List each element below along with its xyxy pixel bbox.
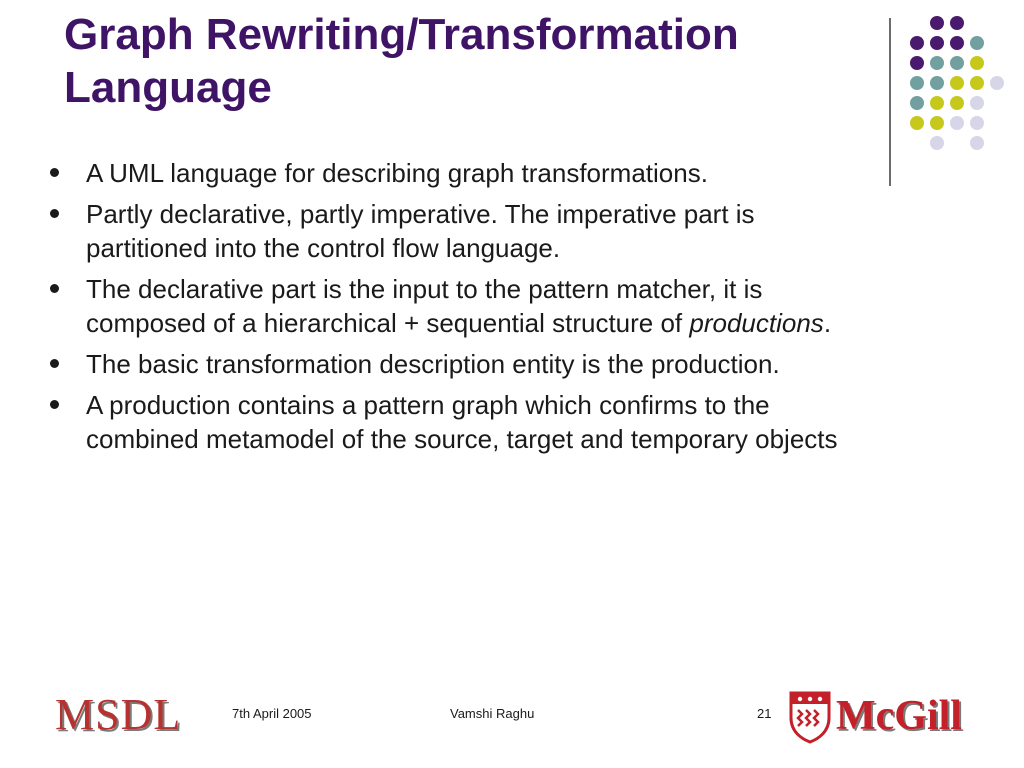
- bullet-item: [50, 347, 870, 381]
- footer-author: Vamshi Raghu: [450, 706, 535, 721]
- footer-date: 7th April 2005: [232, 706, 312, 721]
- decor-dot: [970, 76, 984, 90]
- decor-dot: [910, 96, 924, 110]
- decor-dot: [930, 56, 944, 70]
- mcgill-crest-icon: [788, 690, 832, 744]
- decor-dot: [950, 76, 964, 90]
- slide-title-line-2: Language: [64, 63, 272, 112]
- bullet-text: Partly declarative, partly imperative. The imperative part is partitioned into the control flow language.: [86, 199, 755, 263]
- slide-title-line-1: Graph Rewriting/Transformation: [64, 10, 739, 59]
- decor-dot: [910, 76, 924, 90]
- decor-dot: [930, 36, 944, 50]
- bullet-item: [50, 272, 870, 340]
- decor-dot: [970, 56, 984, 70]
- bullet-marker: [50, 209, 59, 218]
- decor-dot: [970, 116, 984, 130]
- bullet-marker: [50, 359, 59, 368]
- slide-title: [64, 8, 864, 114]
- bullet-marker: [50, 400, 59, 409]
- msdl-logo: MSDL: [55, 690, 182, 739]
- decor-dot: [930, 76, 944, 90]
- bullet-text: A UML language for describing graph transformations.: [86, 158, 708, 188]
- bullet-text: The basic transformation description entity is the production.: [86, 349, 780, 379]
- bullet-item: [50, 156, 870, 190]
- mcgill-wordmark: McGill: [836, 693, 962, 739]
- decor-dot: [930, 96, 944, 110]
- bullet-marker: [50, 284, 59, 293]
- decor-dot: [930, 16, 944, 30]
- decor-dot: [970, 36, 984, 50]
- bullet-text: A production contains a pattern graph which confirms to the combined metamodel of the source, target and temporary objects: [86, 390, 838, 454]
- bullet-item: [50, 388, 870, 456]
- decor-dot: [950, 56, 964, 70]
- bullet-text-tail: .: [823, 308, 832, 338]
- decor-dot: [910, 36, 924, 50]
- decor-dot: [930, 116, 944, 130]
- decor-dot: [950, 96, 964, 110]
- bullet-text: The declarative part is the input to the pattern matcher, it is composed of a hierarchical + sequential structure of: [86, 274, 763, 338]
- decor-dot: [990, 76, 1004, 90]
- footer-page-number: 21: [757, 706, 772, 721]
- decor-dot: [950, 16, 964, 30]
- decor-dot: [970, 96, 984, 110]
- bullet-marker: [50, 168, 59, 177]
- decor-dot: [930, 136, 944, 150]
- mcgill-logo: [786, 688, 996, 744]
- decor-dot: [910, 56, 924, 70]
- decor-dot: [910, 116, 924, 130]
- decor-dot: [950, 116, 964, 130]
- decor-dot: [970, 136, 984, 150]
- decor-dot: [950, 36, 964, 50]
- bullet-list: [50, 156, 870, 463]
- decorative-divider: [889, 18, 891, 186]
- bullet-emphasis: productions: [689, 308, 824, 338]
- bullet-item: [50, 197, 870, 265]
